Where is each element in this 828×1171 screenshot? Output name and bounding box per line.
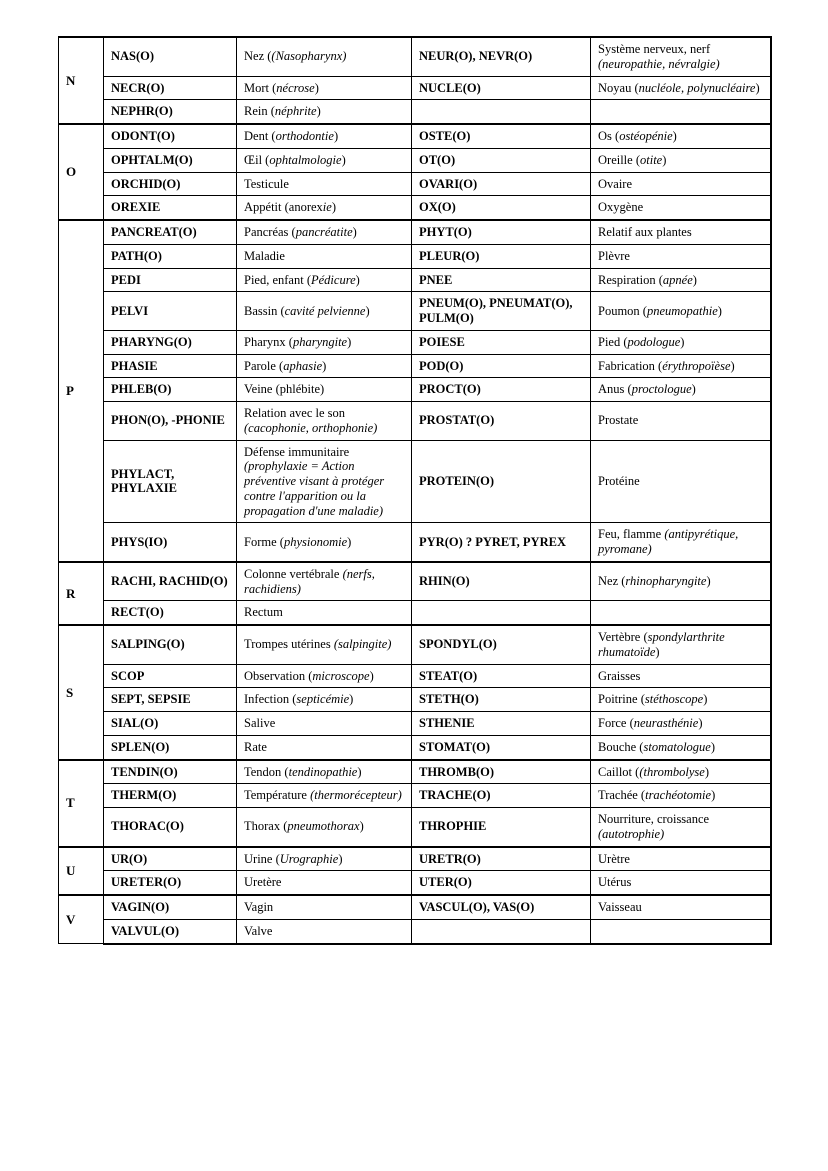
root-term: SCOP	[104, 664, 237, 688]
root-definition: Œil (ophtalmologie)	[237, 148, 412, 172]
root-term: STOMAT(O)	[412, 735, 591, 759]
root-definition: Parole (aphasie)	[237, 354, 412, 378]
root-definition: Caillot ((thrombolyse)	[591, 760, 771, 784]
table-row	[59, 330, 771, 354]
root-term: OPHTALM(O)	[104, 148, 237, 172]
table-row	[59, 712, 771, 736]
table-row	[59, 354, 771, 378]
root-definition: Dent (orthodontie)	[237, 124, 412, 148]
root-definition: Trompes utérines (salpingite)	[237, 625, 412, 664]
root-definition: Valve	[237, 919, 412, 943]
root-term: TRACHE(O)	[412, 784, 591, 808]
root-definition: Urine (Urographie)	[237, 847, 412, 871]
root-term: RECT(O)	[104, 601, 237, 625]
root-definition: Anus (proctologue)	[591, 378, 771, 402]
root-term: UR(O)	[104, 847, 237, 871]
root-term: RHIN(O)	[412, 562, 591, 601]
root-term: SIAL(O)	[104, 712, 237, 736]
root-term: POD(O)	[412, 354, 591, 378]
root-definition: Nez (rhinopharyngite)	[591, 562, 771, 601]
root-definition: Graisses	[591, 664, 771, 688]
root-term: VALVUL(O)	[104, 919, 237, 943]
root-term: THORAC(O)	[104, 808, 237, 847]
root-term: SPLEN(O)	[104, 735, 237, 759]
table-row	[59, 523, 771, 562]
root-term: PHASIE	[104, 354, 237, 378]
table-row	[59, 601, 771, 625]
root-term: OT(O)	[412, 148, 591, 172]
table-row	[59, 378, 771, 402]
root-definition: Noyau (nucléole, polynucléaire)	[591, 76, 771, 100]
root-definition: Ovaire	[591, 172, 771, 196]
root-definition: Thorax (pneumothorax)	[237, 808, 412, 847]
table-row	[59, 220, 771, 244]
root-definition: Bouche (stomatologue)	[591, 735, 771, 759]
glossary-table	[58, 36, 772, 945]
root-term: THERM(O)	[104, 784, 237, 808]
root-definition: Système nerveux, nerf (neuropathie, névralgie)	[591, 37, 771, 76]
root-definition: Oxygène	[591, 196, 771, 220]
root-term: ODONT(O)	[104, 124, 237, 148]
letter-cell-n: N	[59, 37, 104, 124]
root-term: VAGIN(O)	[104, 895, 237, 919]
root-definition: Nez ((Nasopharynx)	[237, 37, 412, 76]
root-term: STEAT(O)	[412, 664, 591, 688]
root-term: UTER(O)	[412, 871, 591, 895]
root-term: PHARYNG(O)	[104, 330, 237, 354]
letter-cell-u: U	[59, 847, 104, 896]
glossary-table-body	[59, 37, 771, 944]
root-definition: Pied, enfant (Pédicure)	[237, 268, 412, 292]
root-term	[412, 100, 591, 124]
root-term: SPONDYL(O)	[412, 625, 591, 664]
root-term: OVARI(O)	[412, 172, 591, 196]
root-term: THROMB(O)	[412, 760, 591, 784]
root-term: NECR(O)	[104, 76, 237, 100]
root-term	[412, 919, 591, 943]
root-term: PATH(O)	[104, 244, 237, 268]
root-definition: Mort (nécrose)	[237, 76, 412, 100]
root-definition: Os (ostéopénie)	[591, 124, 771, 148]
root-definition: Pied (podologue)	[591, 330, 771, 354]
root-definition: Rein (néphrite)	[237, 100, 412, 124]
root-definition: Pharynx (pharyngite)	[237, 330, 412, 354]
root-term: SEPT, SEPSIE	[104, 688, 237, 712]
root-definition: Observation (microscope)	[237, 664, 412, 688]
table-row	[59, 124, 771, 148]
table-row	[59, 847, 771, 871]
root-definition: Plèvre	[591, 244, 771, 268]
letter-cell-t: T	[59, 760, 104, 847]
root-term: OX(O)	[412, 196, 591, 220]
root-term: PHLEB(O)	[104, 378, 237, 402]
root-definition: Veine (phlébite)	[237, 378, 412, 402]
root-term: STETH(O)	[412, 688, 591, 712]
root-definition: Urètre	[591, 847, 771, 871]
table-row	[59, 100, 771, 124]
root-definition: Salive	[237, 712, 412, 736]
root-term: PYR(O) ? PYRET, PYREX	[412, 523, 591, 562]
root-definition: Bassin (cavité pelvienne)	[237, 292, 412, 331]
root-term: URETR(O)	[412, 847, 591, 871]
root-term: SALPING(O)	[104, 625, 237, 664]
table-row	[59, 664, 771, 688]
root-term: PROCT(O)	[412, 378, 591, 402]
root-definition: Poumon (pneumopathie)	[591, 292, 771, 331]
table-row	[59, 784, 771, 808]
root-term: OREXIE	[104, 196, 237, 220]
root-term: PROTEIN(O)	[412, 440, 591, 523]
root-term: PHON(O), -PHONIE	[104, 402, 237, 441]
table-row	[59, 196, 771, 220]
root-definition: Protéine	[591, 440, 771, 523]
letter-cell-s: S	[59, 625, 104, 760]
root-term: STHENIE	[412, 712, 591, 736]
table-row	[59, 148, 771, 172]
root-term: NEUR(O), NEVR(O)	[412, 37, 591, 76]
letter-cell-r: R	[59, 562, 104, 625]
root-definition: Appétit (anorexie)	[237, 196, 412, 220]
root-term: NAS(O)	[104, 37, 237, 76]
root-definition: Oreille (otite)	[591, 148, 771, 172]
root-definition: Forme (physionomie)	[237, 523, 412, 562]
root-definition: Température (thermorécepteur)	[237, 784, 412, 808]
root-definition: Défense immunitaire (prophylaxie = Action préventive visant à protéger contre l'apparition ou la propagation d'une maladie)	[237, 440, 412, 523]
root-term: THROPHIE	[412, 808, 591, 847]
root-definition: Relatif aux plantes	[591, 220, 771, 244]
root-definition: Rectum	[237, 601, 412, 625]
root-term: VASCUL(O), VAS(O)	[412, 895, 591, 919]
table-row	[59, 292, 771, 331]
root-definition	[591, 919, 771, 943]
root-term	[412, 601, 591, 625]
table-row	[59, 37, 771, 76]
table-row	[59, 440, 771, 523]
root-definition: Feu, flamme (antipyrétique, pyromane)	[591, 523, 771, 562]
root-definition: Vagin	[237, 895, 412, 919]
root-term: PROSTAT(O)	[412, 402, 591, 441]
table-row	[59, 172, 771, 196]
root-definition: Uretère	[237, 871, 412, 895]
root-definition: Vertèbre (spondylarthrite rhumatoïde)	[591, 625, 771, 664]
root-term: PEDI	[104, 268, 237, 292]
table-row	[59, 808, 771, 847]
root-term: PHYS(IO)	[104, 523, 237, 562]
table-row	[59, 760, 771, 784]
root-term: PLEUR(O)	[412, 244, 591, 268]
table-row	[59, 402, 771, 441]
root-definition: Nourriture, croissance (autotrophie)	[591, 808, 771, 847]
root-definition	[591, 100, 771, 124]
root-definition: Colonne vertébrale (nerfs, rachidiens)	[237, 562, 412, 601]
root-term: TENDIN(O)	[104, 760, 237, 784]
table-row	[59, 562, 771, 601]
root-definition: Vaisseau	[591, 895, 771, 919]
table-row	[59, 919, 771, 943]
table-row	[59, 244, 771, 268]
root-definition: Testicule	[237, 172, 412, 196]
root-term: PELVI	[104, 292, 237, 331]
table-row	[59, 871, 771, 895]
root-term: PANCREAT(O)	[104, 220, 237, 244]
root-definition: Trachée (trachéotomie)	[591, 784, 771, 808]
root-term: URETER(O)	[104, 871, 237, 895]
root-definition: Force (neurasthénie)	[591, 712, 771, 736]
root-term: RACHI, RACHID(O)	[104, 562, 237, 601]
root-term: PNEE	[412, 268, 591, 292]
letter-cell-o: O	[59, 124, 104, 220]
root-definition: Rate	[237, 735, 412, 759]
root-term: OSTE(O)	[412, 124, 591, 148]
letter-cell-p: P	[59, 220, 104, 562]
letter-cell-v: V	[59, 895, 104, 944]
table-row	[59, 625, 771, 664]
table-row	[59, 735, 771, 759]
root-definition: Relation avec le son (cacophonie, orthophonie)	[237, 402, 412, 441]
root-term: NUCLE(O)	[412, 76, 591, 100]
root-term: PHYLACT, PHYLAXIE	[104, 440, 237, 523]
table-row	[59, 688, 771, 712]
root-definition: Tendon (tendinopathie)	[237, 760, 412, 784]
root-term: NEPHR(O)	[104, 100, 237, 124]
root-definition: Prostate	[591, 402, 771, 441]
root-definition	[591, 601, 771, 625]
root-definition: Utérus	[591, 871, 771, 895]
root-definition: Infection (septicémie)	[237, 688, 412, 712]
root-term: POIESE	[412, 330, 591, 354]
table-row	[59, 268, 771, 292]
table-row	[59, 895, 771, 919]
root-term: PNEUM(O), PNEUMAT(O), PULM(O)	[412, 292, 591, 331]
table-row	[59, 76, 771, 100]
root-definition: Poitrine (stéthoscope)	[591, 688, 771, 712]
root-term: PHYT(O)	[412, 220, 591, 244]
root-definition: Maladie	[237, 244, 412, 268]
root-definition: Fabrication (érythropoïèse)	[591, 354, 771, 378]
root-term: ORCHID(O)	[104, 172, 237, 196]
root-definition: Pancréas (pancréatite)	[237, 220, 412, 244]
root-definition: Respiration (apnée)	[591, 268, 771, 292]
